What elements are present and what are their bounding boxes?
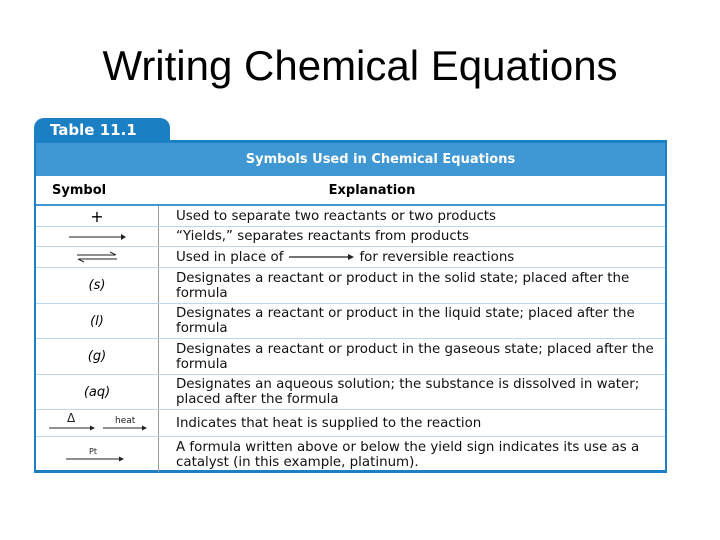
- symbol-cell: [36, 206, 159, 226]
- table-row: [36, 437, 665, 472]
- plus-sign-icon: +: [90, 206, 104, 226]
- slide-title: Writing Chemical Equations: [102, 42, 618, 89]
- yields-arrow-icon: [287, 252, 355, 262]
- explanation-cell: Indicates that heat is supplied to the reaction: [176, 415, 482, 431]
- delta-symbol: Δ: [67, 411, 76, 425]
- table-header-row: [36, 176, 665, 206]
- symbol-cell: [36, 437, 159, 472]
- explanation-cell: Designates an aqueous solution; the substance is dissolved in water; placed after the formula: [176, 377, 640, 407]
- table-number-tab: Table 11.1: [34, 118, 170, 142]
- heat-label: heat: [115, 416, 136, 426]
- table-row: [36, 375, 665, 410]
- table-row: [36, 304, 665, 339]
- explanation-cell: Used to separate two reactants or two products: [176, 208, 497, 224]
- equilibrium-arrows-icon: [75, 251, 119, 263]
- symbol-cell: (aq): [36, 375, 159, 409]
- table-row: [36, 339, 665, 375]
- symbol-cell: (s): [36, 268, 159, 303]
- table-row: [36, 247, 665, 268]
- yields-arrow-icon: [67, 232, 127, 242]
- table-row: [36, 410, 665, 437]
- explanation-cell: Designates a reactant or product in the solid state; placed after the formula: [176, 270, 630, 301]
- symbol-column-header: Symbol: [52, 182, 107, 198]
- symbol-cell: (g): [36, 339, 159, 374]
- catalyst-label: Pt: [89, 446, 97, 456]
- table-row: [36, 227, 665, 247]
- explanation-text-before: Used in place of: [176, 249, 284, 265]
- catalyst-arrow-icon: [62, 445, 132, 465]
- table-row: [36, 268, 665, 304]
- explanation-cell: Designates a reactant or product in the liquid state; placed after the formula: [176, 306, 635, 336]
- heat-arrows-icon: [43, 411, 151, 435]
- symbols-table: [34, 140, 667, 473]
- table-row: [36, 206, 665, 227]
- explanation-cell: “Yields,” separates reactants from products: [176, 229, 469, 244]
- explanation-cell: A formula written above or below the yield sign indicates its use as a catalyst (in this example, platinum).: [176, 439, 640, 470]
- explanation-cell: [159, 247, 665, 267]
- table-caption: Symbols Used in Chemical Equations: [36, 140, 665, 176]
- explanation-column-header: Explanation: [328, 182, 416, 198]
- symbol-cell: (l): [36, 304, 159, 338]
- explanation-cell: Designates a reactant or product in the gaseous state; placed after the formula: [176, 341, 654, 372]
- explanation-text-after: for reversible reactions: [359, 249, 515, 265]
- symbol-cell: [36, 247, 159, 267]
- symbol-cell: [36, 227, 159, 246]
- symbol-cell: [36, 410, 159, 436]
